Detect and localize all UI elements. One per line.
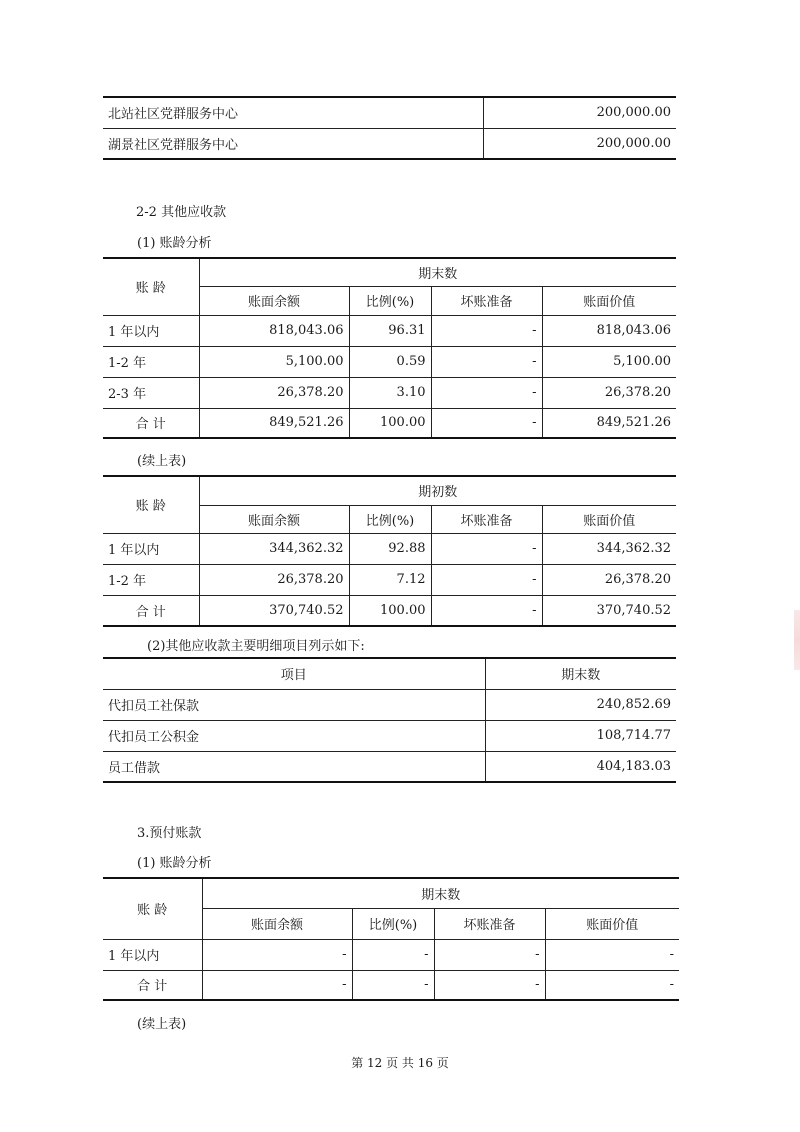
row-name: 北站社区党群服务中心 (103, 97, 483, 128)
table-header-row (103, 658, 676, 689)
item-cell: 代扣员工公积金 (103, 720, 485, 751)
value-cell: 5,100.00 (542, 346, 676, 377)
aging-cell: 1-2 年 (103, 346, 199, 377)
table-total-row (103, 408, 676, 438)
table-row (103, 564, 676, 595)
table-row (103, 689, 676, 720)
balance-cell: 26,378.20 (199, 564, 349, 595)
item-cell: 代扣员工社保款 (103, 689, 485, 720)
page-number: 第 12 页 共 16 页 (351, 1056, 449, 1070)
continued-caption: (续上表) (137, 1017, 187, 1032)
group-header: 期末数 (202, 878, 679, 908)
aging-cell: 合 计 (103, 408, 199, 438)
column-header: 坏账准备 (434, 908, 545, 939)
column-header: 期末数 (485, 658, 676, 689)
column-header: 账面余额 (202, 908, 352, 939)
provision-cell: - (431, 346, 542, 377)
balance-cell: 370,740.52 (199, 595, 349, 626)
detail-table (103, 657, 676, 783)
ratio-cell: 0.59 (349, 346, 431, 377)
ratio-cell: - (352, 939, 434, 970)
table-total-row (103, 970, 679, 1000)
aging-cell: 合 计 (103, 595, 199, 626)
table-row (103, 751, 676, 782)
column-header: 项目 (103, 658, 485, 689)
value-cell: 849,521.26 (542, 408, 676, 438)
value-cell: 818,043.06 (542, 315, 676, 346)
row-amount: 200,000.00 (483, 97, 676, 128)
table-header-row (103, 476, 676, 505)
red-stamp-edge-mark (794, 610, 800, 670)
table-row (103, 533, 676, 564)
section-title-3: 3.预付账款 (137, 826, 202, 841)
ratio-cell: 100.00 (349, 408, 431, 438)
provision-cell: - (431, 377, 542, 408)
balance-cell: 818,043.06 (199, 315, 349, 346)
receivable-top-table (103, 96, 676, 160)
ratio-cell: 3.10 (349, 377, 431, 408)
value-cell: - (545, 939, 679, 970)
balance-cell: 26,378.20 (199, 377, 349, 408)
ratio-cell: 96.31 (349, 315, 431, 346)
subsection-title: (1) 账龄分析 (137, 856, 212, 871)
column-header: 账面余额 (199, 505, 349, 533)
section-title-2-2: 2-2 其他应收款 (136, 205, 227, 220)
table-row (103, 97, 676, 128)
column-header: 比例(%) (349, 505, 431, 533)
amount-cell: 108,714.77 (485, 720, 676, 751)
table-row (103, 720, 676, 751)
prepayment-aging-table (103, 877, 679, 1001)
balance-cell: - (202, 970, 352, 1000)
ratio-cell: 92.88 (349, 533, 431, 564)
aging-cell: 1 年以内 (103, 315, 199, 346)
aging-cell: 合 计 (103, 970, 202, 1000)
provision-cell: - (431, 595, 542, 626)
balance-cell: 5,100.00 (199, 346, 349, 377)
column-header: 账面价值 (545, 908, 679, 939)
balance-cell: - (202, 939, 352, 970)
aging-cell: 1 年以内 (103, 939, 202, 970)
table-header-row (103, 878, 679, 908)
row-amount: 200,000.00 (483, 128, 676, 159)
ratio-cell: 7.12 (349, 564, 431, 595)
table-total-row (103, 595, 676, 626)
provision-cell: - (431, 408, 542, 438)
value-cell: 370,740.52 (542, 595, 676, 626)
balance-cell: 849,521.26 (199, 408, 349, 438)
table-row (103, 939, 679, 970)
group-header: 期初数 (199, 476, 676, 505)
provision-cell: - (431, 564, 542, 595)
aging-table-begin (103, 475, 676, 627)
provision-cell: - (434, 970, 545, 1000)
provision-cell: - (431, 533, 542, 564)
aging-cell: 2-3 年 (103, 377, 199, 408)
amount-cell: 240,852.69 (485, 689, 676, 720)
ratio-cell: 100.00 (349, 595, 431, 626)
continued-caption: (续上表) (137, 454, 187, 469)
value-cell: - (545, 970, 679, 1000)
aging-header: 账 龄 (103, 476, 199, 533)
table-header-row (103, 258, 676, 286)
table-row (103, 128, 676, 159)
column-header: 坏账准备 (431, 505, 542, 533)
table-row (103, 346, 676, 377)
table-row (103, 377, 676, 408)
column-header: 账面价值 (542, 286, 676, 315)
aging-cell: 1-2 年 (103, 564, 199, 595)
column-header: 账面余额 (199, 286, 349, 315)
aging-header: 账 龄 (103, 258, 199, 315)
value-cell: 344,362.32 (542, 533, 676, 564)
subsection-title: (1) 账龄分析 (137, 236, 212, 251)
provision-cell: - (434, 939, 545, 970)
value-cell: 26,378.20 (542, 377, 676, 408)
aging-table-end (103, 257, 676, 439)
group-header: 期末数 (199, 258, 676, 286)
provision-cell: - (431, 315, 542, 346)
column-header: 坏账准备 (431, 286, 542, 315)
balance-cell: 344,362.32 (199, 533, 349, 564)
column-header: 比例(%) (349, 286, 431, 315)
aging-cell: 1 年以内 (103, 533, 199, 564)
amount-cell: 404,183.03 (485, 751, 676, 782)
item-cell: 员工借款 (103, 751, 485, 782)
subsection-title: (2)其他应收款主要明细项目列示如下: (147, 639, 365, 654)
table-row (103, 315, 676, 346)
column-header: 比例(%) (352, 908, 434, 939)
column-header: 账面价值 (542, 505, 676, 533)
row-name: 湖景社区党群服务中心 (103, 128, 483, 159)
aging-header: 账 龄 (103, 878, 202, 939)
value-cell: 26,378.20 (542, 564, 676, 595)
ratio-cell: - (352, 970, 434, 1000)
